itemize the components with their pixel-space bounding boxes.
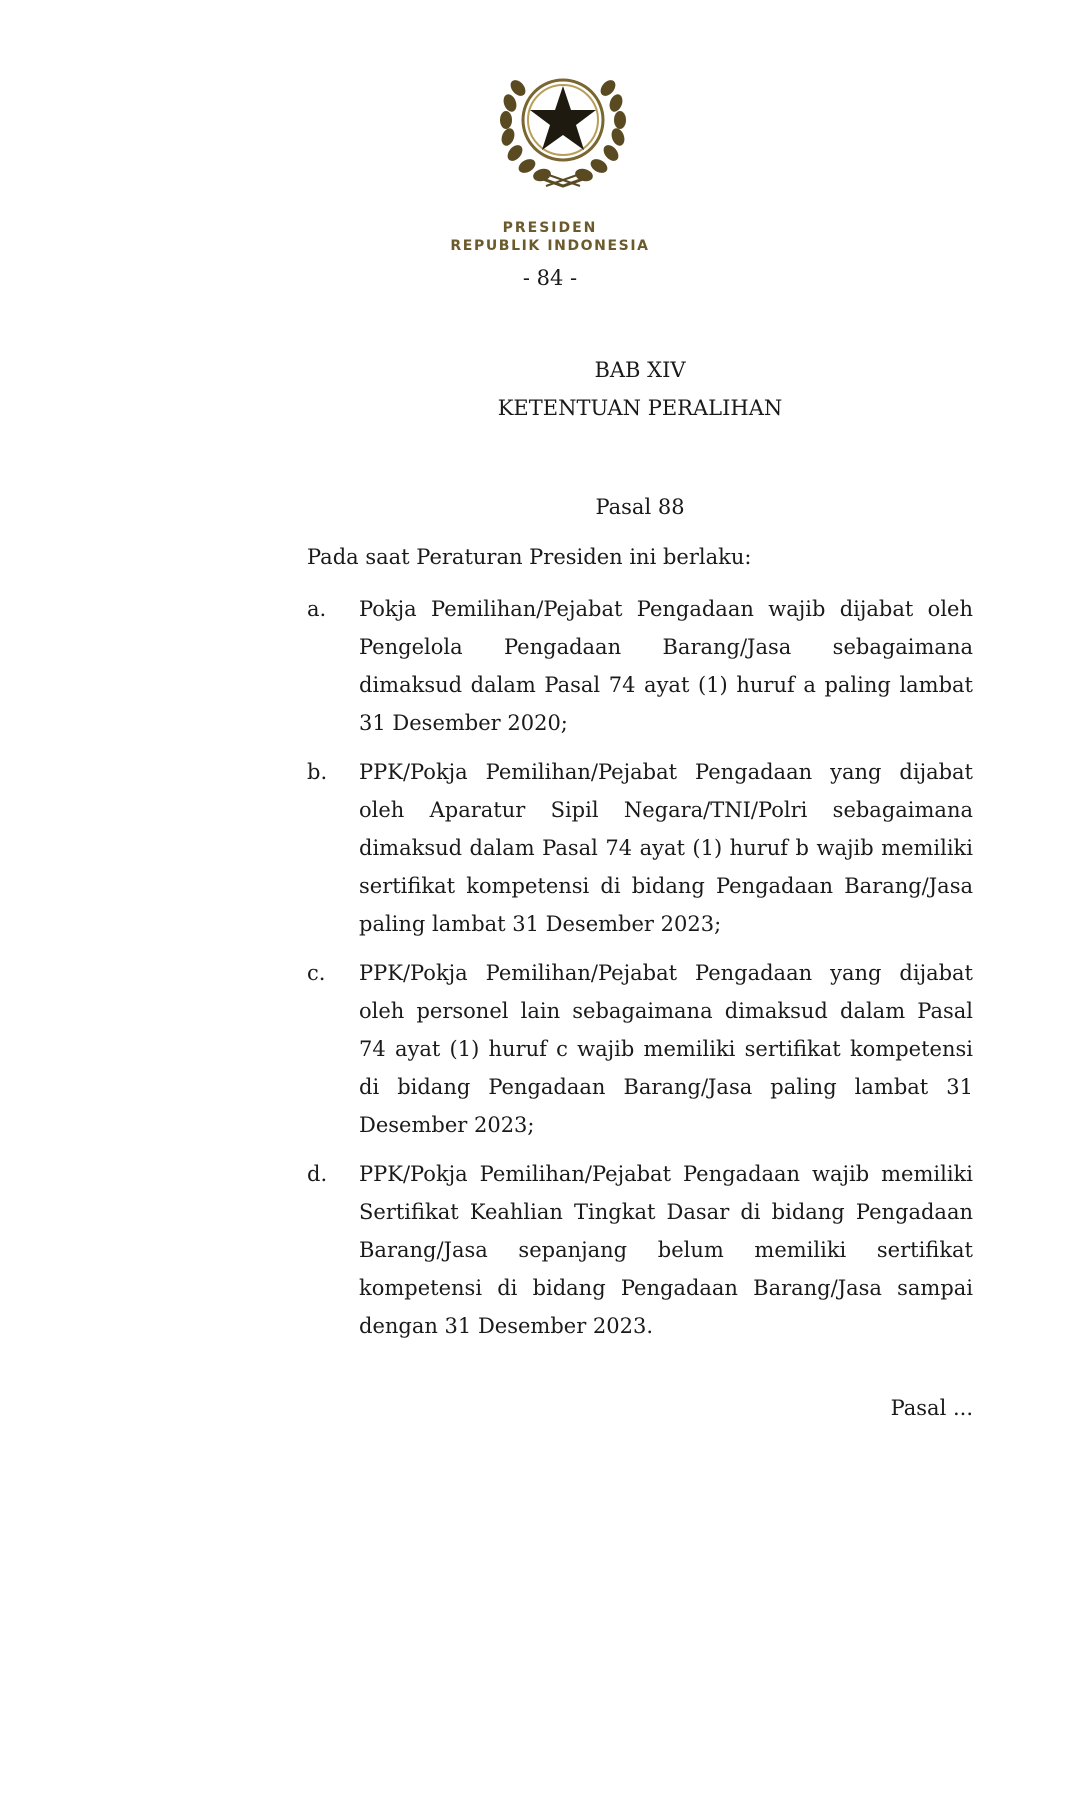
list-item <box>307 1155 973 1345</box>
article-heading: Pasal 88 <box>595 495 685 519</box>
header-title-line-2: REPUBLIK INDONESIA <box>450 238 650 254</box>
header-title-line-1: PRESIDEN <box>502 220 598 236</box>
presidential-emblem-icon <box>496 58 630 192</box>
list-item <box>307 590 973 742</box>
list-item-text: Pokja Pemilihan/Pejabat Pengadaan wajib dijabat oleh Pengelola Pengadaan Barang/Jasa sebagaimana dimaksud dalam Pasal 74 ayat (1) huruf a paling lambat 31 Desember 2020; <box>359 597 973 735</box>
list-item-text: PPK/Pokja Pemilihan/Pejabat Pengadaan wajib memiliki Sertifikat Keahlian Tingkat Dasar di bidang Pengadaan Barang/Jasa sepanjang belum memiliki sertifikat kompetensi di bidang Pengadaan Barang/Jasa sampai dengan 31 Desember 2023. <box>359 1162 973 1338</box>
page-number: - 84 - <box>522 266 578 290</box>
intro-paragraph: Pada saat Peraturan Presiden ini berlaku: <box>307 545 752 569</box>
list-item-marker: a. <box>307 597 327 621</box>
list-item-text: PPK/Pokja Pemilihan/Pejabat Pengadaan yang dijabat oleh Aparatur Sipil Negara/TNI/Polri sebagaimana dimaksud dalam Pasal 74 ayat (1) huruf b wajib memiliki sertifikat kompetensi di bidang Pengadaan Barang/Jasa paling lambat 31 Desember 2023; <box>359 760 973 936</box>
list-item <box>307 954 973 1144</box>
next-page-continuation: Pasal ... <box>890 1396 973 1420</box>
list-item-marker: b. <box>307 760 328 784</box>
provision-list <box>307 590 973 1356</box>
list-item-marker: c. <box>307 961 326 985</box>
chapter-heading: BAB XIV <box>594 358 686 382</box>
list-item <box>307 753 973 943</box>
chapter-title: KETENTUAN PERALIHAN <box>497 396 783 420</box>
list-item-text: PPK/Pokja Pemilihan/Pejabat Pengadaan yang dijabat oleh personel lain sebagaimana dimaksud dalam Pasal 74 ayat (1) huruf c wajib memiliki sertifikat kompetensi di bidang Pengadaan Barang/Jasa paling lambat 31 Desember 2023; <box>359 961 973 1137</box>
list-item-marker: d. <box>307 1162 328 1186</box>
